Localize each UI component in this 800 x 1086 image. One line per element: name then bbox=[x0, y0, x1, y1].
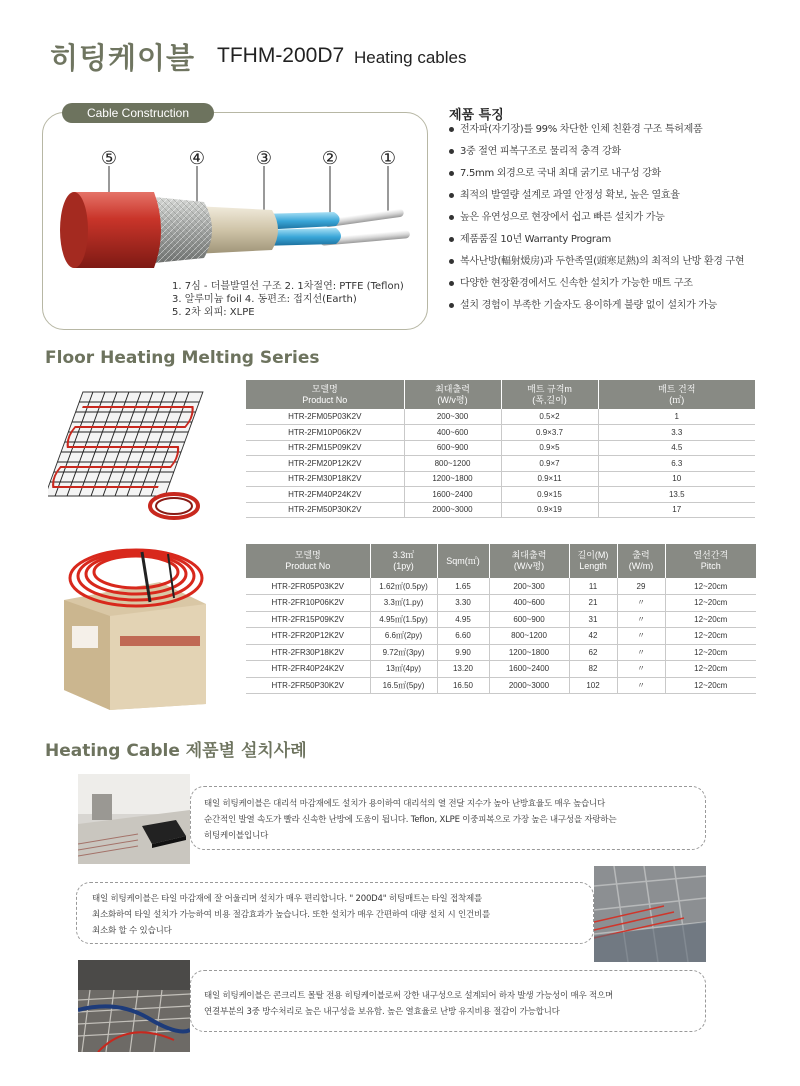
table-cell: 17 bbox=[598, 502, 755, 518]
features-list bbox=[449, 123, 789, 321]
table-cell: 12~20cm bbox=[665, 611, 756, 628]
table-cell: 12~20cm bbox=[665, 595, 756, 612]
table-cell: 16.50 bbox=[437, 677, 489, 694]
header-max-output: 최대출력 (W/v평) bbox=[489, 544, 569, 578]
table-cell: 〃 bbox=[617, 628, 665, 645]
header-mat-size: 매트 규격m (폭,길이) bbox=[501, 380, 598, 409]
heating-mat-photo bbox=[48, 378, 204, 524]
table-cell: 82 bbox=[569, 661, 617, 678]
table-cell: 6.6㎡(2py) bbox=[370, 628, 437, 645]
table-cell: 2000~3000 bbox=[489, 677, 569, 694]
table-cell: 0.9×3.7 bbox=[501, 425, 598, 441]
cable-coil-box-photo bbox=[60, 540, 210, 712]
table-cell: 1.62㎡(0.5py) bbox=[370, 578, 437, 595]
cable-spec-table bbox=[246, 544, 756, 694]
table-row bbox=[246, 409, 755, 425]
table-cell: 0.5×2 bbox=[501, 409, 598, 425]
concrete-floor-photo bbox=[78, 960, 190, 1052]
table-cell: 〃 bbox=[617, 661, 665, 678]
table-cell: 9.72㎡(3py) bbox=[370, 644, 437, 661]
table-header-row bbox=[246, 544, 756, 578]
table-cell: HTR-2FM05P03K2V bbox=[246, 409, 404, 425]
table-row bbox=[246, 456, 755, 472]
table-cell: 3.3㎡(1.py) bbox=[370, 595, 437, 612]
install-case-1-text: 태일 히팅케이블은 대리석 마감재에도 설치가 용이하여 대리석의 열 전달 지수가 높아 난방효율도 매우 높습니다 순간적인 발열 속도가 빨라 신속한 난방에 도움이 됩니다. Teflon, XLPE 이중피복으로 가장 높은 내구성을 자랑하는 히팅케이블입니다 bbox=[204, 799, 617, 841]
table-cell: HTR-2FM20P12K2V bbox=[246, 456, 404, 472]
table-cell: 200~300 bbox=[404, 409, 501, 425]
table-cell: 11 bbox=[569, 578, 617, 595]
table-cell: 29 bbox=[617, 578, 665, 595]
table-cell: 12~20cm bbox=[665, 677, 756, 694]
cable-cross-section-illustration bbox=[44, 130, 428, 280]
table-cell: HTR-2FR20P12K2V bbox=[246, 628, 370, 645]
table-cell: 62 bbox=[569, 644, 617, 661]
table-cell: 6.60 bbox=[437, 628, 489, 645]
install-case-2-text: 태일 히팅케이블은 타일 마감재에 잘 어울리며 설치가 매우 편리합니다. " 200D4" 히팅매트는 타일 접착제를 최소화하여 타일 설치가 가능하여 비용 절감효과가 높습니다. 또한 설치가 매우 간편하여 대량 설치 시 인건비를 최소화 할 수 있습니다 bbox=[92, 894, 491, 936]
table-cell: 31 bbox=[569, 611, 617, 628]
feature-item: 설치 경험이 부족한 기술자도 용이하게 불량 없이 설치가 가능 bbox=[449, 299, 789, 312]
install-case-3-text: 태일 히팅케이블은 콘크리트 몰탈 전용 히팅케이블로써 강한 내구성으로 설계되어 하자 발생 가능성이 매우 적으며 연결부분의 3중 방수처리로 높은 내구성을 보유함. 높은 열효율로 난방 유지비용 절감이 가능합니다 bbox=[204, 991, 614, 1017]
table-row bbox=[246, 578, 756, 595]
table-cell: 4.5 bbox=[598, 440, 755, 456]
marble-floor-photo bbox=[78, 774, 190, 864]
table-cell: 0.9×7 bbox=[501, 456, 598, 472]
feature-item: 다양한 현장환경에서도 신속한 설치가 가능한 매트 구조 bbox=[449, 277, 789, 290]
page-title: 히팅케이블 bbox=[50, 41, 196, 75]
table-cell: HTR-2FR30P18K2V bbox=[246, 644, 370, 661]
feature-item: 제품품질 10년 Warranty Program bbox=[449, 233, 789, 246]
table-cell: 4.95 bbox=[437, 611, 489, 628]
table-cell: 0.9×19 bbox=[501, 502, 598, 518]
table-cell: 0.9×11 bbox=[501, 471, 598, 487]
table-cell: HTR-2FR50P30K2V bbox=[246, 677, 370, 694]
table-row bbox=[246, 440, 755, 456]
table-cell: 42 bbox=[569, 628, 617, 645]
table-cell: 800~1200 bbox=[489, 628, 569, 645]
header-product-no: 모델명 Product No bbox=[246, 544, 370, 578]
table-cell: 1600~2400 bbox=[404, 487, 501, 503]
feature-item: 최적의 발열량 설계로 과열 안정성 확보, 높은 열효율 bbox=[449, 189, 789, 202]
table-cell: 4.95㎡(1.5py) bbox=[370, 611, 437, 628]
table-cell: 200~300 bbox=[489, 578, 569, 595]
header-pyeong: 3.3㎡ (1py) bbox=[370, 544, 437, 578]
page-subtitle: Heating cables bbox=[354, 48, 467, 67]
table-cell: 〃 bbox=[617, 611, 665, 628]
feature-item: 전자파(자기장)를 99% 차단한 인체 친환경 구조 특허제품 bbox=[449, 123, 789, 136]
table-cell: HTR-2FM15P09K2V bbox=[246, 440, 404, 456]
tile-floor-photo bbox=[594, 866, 706, 962]
floor-section-title: Floor Heating Melting Series bbox=[45, 348, 320, 368]
table-cell: 0.9×5 bbox=[501, 440, 598, 456]
feature-item: 높은 유연성으로 현장에서 쉽고 빠른 설치가 가능 bbox=[449, 211, 789, 224]
table-cell: 〃 bbox=[617, 644, 665, 661]
table-cell: 1.65 bbox=[437, 578, 489, 595]
table-cell: HTR-2FM50P30K2V bbox=[246, 502, 404, 518]
table-cell: 16.5㎡(5py) bbox=[370, 677, 437, 694]
table-cell: 3.30 bbox=[437, 595, 489, 612]
table-cell: HTR-2FR15P09K2V bbox=[246, 611, 370, 628]
table-cell: 10 bbox=[598, 471, 755, 487]
table-cell: 0.9×15 bbox=[501, 487, 598, 503]
table-cell: 13.5 bbox=[598, 487, 755, 503]
table-row bbox=[246, 661, 756, 678]
table-cell: 102 bbox=[569, 677, 617, 694]
header-product-no: 모델명 Product No bbox=[246, 380, 404, 409]
table-cell: HTR-2FR10P06K2V bbox=[246, 595, 370, 612]
table-cell: 1 bbox=[598, 409, 755, 425]
table-cell: 12~20cm bbox=[665, 578, 756, 595]
table-cell: HTR-2FM40P24K2V bbox=[246, 487, 404, 503]
table-cell: 1200~1800 bbox=[404, 471, 501, 487]
feature-item: 복사난방(輻射煖房)과 두한족열(頭寒足熱)의 최적의 난방 환경 구현 bbox=[449, 255, 789, 268]
table-row bbox=[246, 471, 755, 487]
table-cell: HTR-2FM10P06K2V bbox=[246, 425, 404, 441]
table-cell: 6.3 bbox=[598, 456, 755, 472]
table-cell: 1200~1800 bbox=[489, 644, 569, 661]
table-row bbox=[246, 595, 756, 612]
table-cell: HTR-2FM30P18K2V bbox=[246, 471, 404, 487]
table-cell: 21 bbox=[569, 595, 617, 612]
header-pitch: 열선간격 Pitch bbox=[665, 544, 756, 578]
legend-line: 5. 2차 외피: XLPE bbox=[172, 307, 255, 318]
table-cell: 1600~2400 bbox=[489, 661, 569, 678]
header-max-output: 최대출력 (W/v평) bbox=[404, 380, 501, 409]
header-sqm: Sqm(㎡) bbox=[437, 544, 489, 578]
table-row bbox=[246, 644, 756, 661]
table-cell: 13㎡(4py) bbox=[370, 661, 437, 678]
table-cell: 〃 bbox=[617, 595, 665, 612]
table-cell: HTR-2FR05P03K2V bbox=[246, 578, 370, 595]
table-cell: 3.3 bbox=[598, 425, 755, 441]
table-cell: 12~20cm bbox=[665, 661, 756, 678]
marker-5: ⑤ bbox=[100, 148, 118, 169]
cable-construction-tab: Cable Construction bbox=[62, 103, 214, 123]
feature-item: 7.5mm 외경으로 국내 최대 굵기로 내구성 강화 bbox=[449, 167, 789, 180]
legend-line: 1. 7심 - 더블발열선 구조 2. 1차절연: PTFE (Teflon) bbox=[172, 281, 404, 292]
mat-spec-table bbox=[246, 380, 755, 518]
feature-item: 3중 절연 피복구조로 물리적 충격 강화 bbox=[449, 145, 789, 158]
table-row bbox=[246, 677, 756, 694]
model-number: TFHM-200D7 bbox=[217, 44, 345, 67]
table-cell: 600~900 bbox=[404, 440, 501, 456]
table-row bbox=[246, 425, 755, 441]
table-row bbox=[246, 628, 756, 645]
table-cell: 〃 bbox=[617, 677, 665, 694]
table-header-row bbox=[246, 380, 755, 409]
table-cell: HTR-2FR40P24K2V bbox=[246, 661, 370, 678]
table-cell: 600~900 bbox=[489, 611, 569, 628]
header-mat-area: 매트 건적 (㎡) bbox=[598, 380, 755, 409]
install-section-title: Heating Cable 제품별 설치사례 bbox=[45, 741, 307, 761]
header-length: 길이(M) Length bbox=[569, 544, 617, 578]
construction-legend bbox=[172, 280, 404, 319]
features-title: 제품 특징 bbox=[449, 108, 504, 123]
table-row bbox=[246, 487, 755, 503]
table-cell: 800~1200 bbox=[404, 456, 501, 472]
marker-4: ④ bbox=[188, 148, 206, 169]
table-cell: 9.90 bbox=[437, 644, 489, 661]
table-row bbox=[246, 611, 756, 628]
table-cell: 13.20 bbox=[437, 661, 489, 678]
marker-3: ③ bbox=[255, 148, 273, 169]
table-cell: 400~600 bbox=[489, 595, 569, 612]
legend-line: 3. 알루미늄 foil 4. 동편조: 접지선(Earth) bbox=[172, 294, 357, 305]
table-cell: 12~20cm bbox=[665, 628, 756, 645]
table-cell: 2000~3000 bbox=[404, 502, 501, 518]
marker-1: ① bbox=[379, 148, 397, 169]
table-cell: 12~20cm bbox=[665, 644, 756, 661]
table-cell: 400~600 bbox=[404, 425, 501, 441]
marker-2: ② bbox=[321, 148, 339, 169]
table-row bbox=[246, 502, 755, 518]
header-output: 출력 (W/m) bbox=[617, 544, 665, 578]
